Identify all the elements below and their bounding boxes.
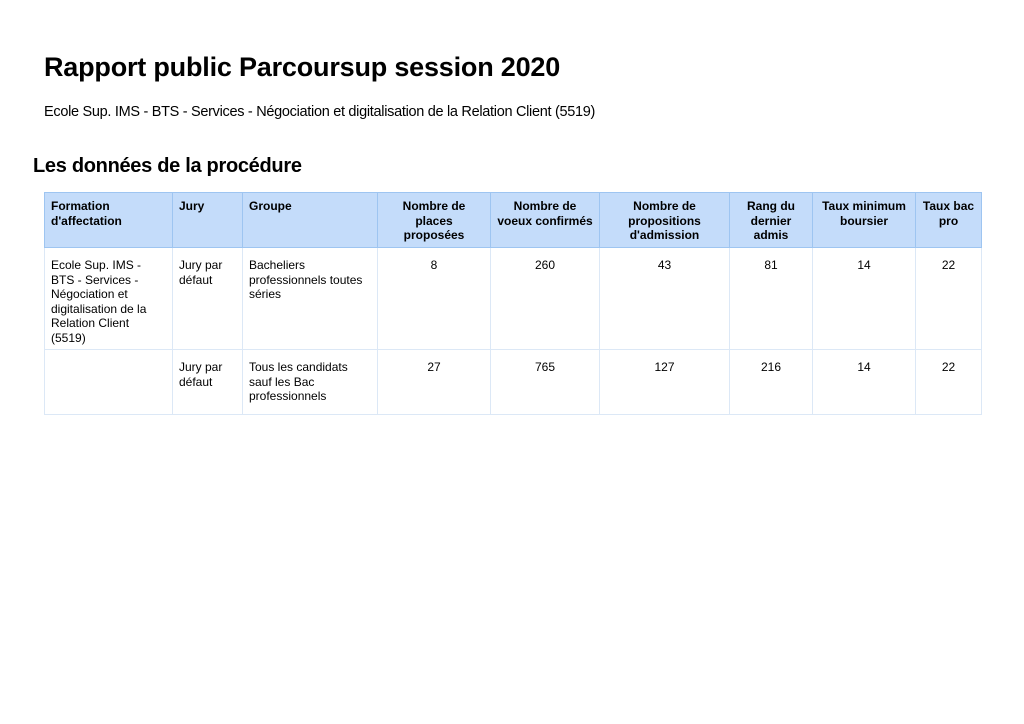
cell-groupe: Bacheliers professionnels toutes séries — [243, 248, 378, 350]
cell-propositions: 127 — [600, 350, 730, 415]
procedure-data-table — [44, 192, 982, 415]
cell-voeux: 260 — [491, 248, 600, 350]
column-header-rang: Rang du dernier admis — [730, 193, 813, 248]
cell-taux-boursier: 14 — [813, 248, 916, 350]
cell-taux-boursier: 14 — [813, 350, 916, 415]
cell-places: 27 — [378, 350, 491, 415]
column-header-propositions: Nombre de propositions d'admission — [600, 193, 730, 248]
section-title: Les données de la procédure — [33, 155, 302, 177]
table-row — [45, 248, 982, 350]
column-header-taux-bac-pro: Taux bac pro — [916, 193, 982, 248]
cell-rang: 81 — [730, 248, 813, 350]
table-header-row — [45, 193, 982, 248]
cell-groupe: Tous les candidats sauf les Bac professionnels — [243, 350, 378, 415]
cell-taux-bac-pro: 22 — [916, 350, 982, 415]
cell-propositions: 43 — [600, 248, 730, 350]
column-header-taux-boursier: Taux minimum boursier — [813, 193, 916, 248]
table-row — [45, 350, 982, 415]
cell-places: 8 — [378, 248, 491, 350]
cell-voeux: 765 — [491, 350, 600, 415]
page-title: Rapport public Parcoursup session 2020 — [44, 52, 561, 82]
cell-jury: Jury par défaut — [173, 248, 243, 350]
column-header-formation: Formation d'affectation — [45, 193, 173, 248]
cell-rang: 216 — [730, 350, 813, 415]
cell-formation: Ecole Sup. IMS - BTS - Services - Négociation et digitalisation de la Relation Client (5519) — [45, 248, 173, 350]
column-header-places: Nombre de places proposées — [378, 193, 491, 248]
cell-taux-bac-pro: 22 — [916, 248, 982, 350]
page-subtitle: Ecole Sup. IMS - BTS - Services - Négociation et digitalisation de la Relation Client (5519) — [44, 104, 596, 120]
column-header-groupe: Groupe — [243, 193, 378, 248]
column-header-voeux: Nombre de voeux confirmés — [491, 193, 600, 248]
cell-jury: Jury par défaut — [173, 350, 243, 415]
cell-formation — [45, 350, 173, 415]
column-header-jury: Jury — [173, 193, 243, 248]
